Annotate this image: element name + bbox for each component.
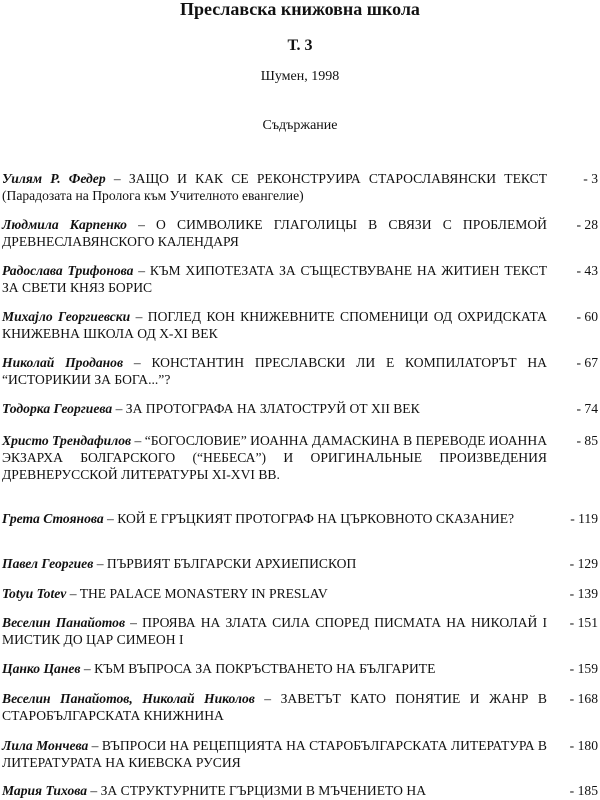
toc-separator: – — [254, 691, 281, 706]
toc-author: Totyu Totev — [2, 586, 67, 601]
toc-title: ЗАЩО И КАК СЕ РЕКОНСТРУИРА СТАРОСЛАВЯНСКИ ТЕКСТ (Парадозата на Пролога към Учителното евангелие) — [2, 171, 548, 203]
toc-page-number: - 159 — [569, 661, 598, 676]
toc-entry-text — [2, 614, 547, 648]
toc-page-number: - 85 — [576, 433, 598, 448]
toc-author: Павел Георгиев — [2, 556, 94, 571]
toc-page-number: - 129 — [569, 556, 598, 571]
toc-entry-text — [2, 308, 547, 342]
toc-page-number: - 185 — [569, 783, 598, 798]
toc-entry — [0, 614, 600, 654]
toc-entry-text — [2, 262, 547, 296]
toc-page-number: - 151 — [569, 615, 598, 630]
toc-separator: – — [87, 783, 101, 798]
toc-page-number: - 119 — [570, 511, 598, 526]
toc-separator: – — [126, 217, 157, 232]
toc-entry-text — [2, 782, 547, 799]
toc-entry-text — [2, 555, 547, 572]
toc-title: КЪМ ХИПОТЕЗАТА ЗА СЪЩЕСТВУВАНЕ НА ЖИТИЕН ТЕКСТ ЗА СВЕТИ КНЯЗ БОРИС — [2, 263, 548, 295]
toc-entry-text — [2, 400, 547, 417]
place-year: Шумен, 1998 — [260, 69, 340, 84]
toc-page-number: - 168 — [569, 691, 598, 706]
toc-page-number: - 28 — [576, 217, 598, 232]
toc-author: Грета Стоянова — [2, 511, 104, 526]
toc-title: “БОГОСЛОВИЕ” ИОАННА ДАМАСКИНА В ПЕРЕВОДЕ ИОАННА ЭКЗАРХА БОЛГАРСКОГО (“НЕБЕСА”) И ОРИГИНАЛЬНЫЕ ПРОИЗВЕДЕНИЯ ДРЕВНЕРУССКОЙ ЛИТЕРАТУРЫ XI-XVI ВВ. — [2, 433, 548, 482]
toc-page-number: - 74 — [576, 401, 598, 416]
toc-separator: – — [80, 661, 95, 676]
toc-entry-text — [2, 737, 547, 771]
toc-separator: – — [88, 738, 102, 753]
collection-title: Преславска книжовна школа — [180, 0, 420, 19]
toc-page-number: - 3 — [583, 171, 598, 186]
toc-author: Веселин Панайотов, Николай Николов — [2, 691, 255, 706]
toc-title: ЗА СТРУКТУРНИТЕ ГЪРЦИЗМИ В МЪЧЕНИЕТО НА — [100, 783, 427, 798]
toc-entry-text — [2, 354, 547, 388]
toc-entry — [0, 510, 600, 550]
toc-separator: – — [131, 433, 145, 448]
toc-entry — [0, 432, 600, 482]
toc-title: ЗАВЕТЪТ КАТО ПОНЯТИЕ И ЖАНР В СТАРОБЪЛГАРСКАТА КНИЖНИНА — [2, 691, 547, 723]
toc-author: Тодорка Георгиева — [2, 401, 113, 416]
toc-entry-text — [2, 690, 547, 724]
toc-title: ПРОЯВА НА ЗЛАТА СИЛА СПОРЕД ПИСМАТА НА НИКОЛАЙ I МИСТИК ДО ЦАР СИМЕОН I — [2, 615, 547, 647]
toc-author: Лила Мончева — [2, 738, 89, 753]
toc-author: Цанко Цанев — [2, 661, 81, 676]
toc-page-number: - 67 — [576, 355, 598, 370]
toc-page-number: - 60 — [576, 309, 598, 324]
toc-entry — [0, 690, 600, 730]
toc-title: ЗА ПРОТОГРАФА НА ЗЛАТОСТРУЙ ОТ XII ВЕК — [125, 401, 420, 416]
toc-author: Радослава Трифонова — [2, 263, 134, 278]
toc-entry-text — [2, 170, 547, 204]
toc-author: Христо Трендафилов — [2, 433, 132, 448]
toc-title: ВЪПРОСИ НА РЕЦЕПЦИЯТА НА СТАРОБЪЛГАРСКАТА ЛИТЕРАТУРА В ЛИТЕРАТУРАТА НА КИЕВСКА РУСИЯ — [2, 738, 547, 770]
toc-title: О СИМВОЛИКЕ ГЛАГОЛИЦЫ В СВЯЗИ С ПРОБЛЕМОЙ ДРЕВНЕСЛАВЯНСКОГО КАЛЕНДАРЯ — [2, 217, 547, 249]
toc-entry-text — [2, 585, 547, 602]
toc-separator: – — [133, 263, 150, 278]
toc-separator: – — [130, 309, 148, 324]
toc-entry — [0, 782, 600, 800]
toc-separator: – — [112, 401, 126, 416]
toc-separator: – — [103, 511, 118, 526]
toc-separator: – — [93, 556, 107, 571]
toc-entry — [0, 216, 600, 256]
toc-entry-text — [2, 660, 547, 677]
toc-entry — [0, 737, 600, 777]
toc-separator: – — [123, 355, 152, 370]
contents-heading: Съдържание — [262, 118, 338, 133]
toc-author: Николай Проданов — [2, 355, 124, 370]
toc-entry — [0, 262, 600, 302]
toc-author: Людмила Карпенко — [2, 217, 127, 232]
toc-separator: – — [125, 615, 143, 630]
toc-author: Михајло Георгиевски — [2, 309, 131, 324]
toc-page-number: - 43 — [576, 263, 598, 278]
toc-entry-text — [2, 216, 547, 250]
toc-author: Веселин Панайотов — [2, 615, 126, 630]
toc-title: КОНСТАНТИН ПРЕСЛАВСКИ ЛИ Е КОМПИЛАТОРЪТ НА “ИСТОРИКИИ ЗА БОГА...”? — [2, 355, 547, 387]
toc-separator: – — [66, 586, 80, 601]
toc-title: КОЙ Е ГРЪЦКИЯТ ПРОТОГРАФ НА ЦЪРКОВНОТО СКАЗАНИЕ? — [117, 511, 515, 526]
toc-entry-text — [2, 432, 547, 483]
toc-title: THE PALACE MONASTERY IN PRESLAV — [79, 586, 328, 601]
toc-title: ПЪРВИЯТ БЪЛГАРСКИ АРХИЕПИСКОП — [106, 556, 357, 571]
volume-label: Т. 3 — [287, 37, 313, 54]
toc-entry — [0, 308, 600, 348]
toc-entry — [0, 170, 600, 210]
toc-entry-text — [2, 510, 547, 527]
toc-page-number: - 139 — [569, 586, 598, 601]
toc-entry — [0, 354, 600, 394]
toc-author: Мария Тихова — [2, 783, 88, 798]
toc-separator: – — [105, 171, 129, 186]
toc-title: КЪМ ВЪПРОСА ЗА ПОКРЪСТВАНЕТО НА БЪЛГАРИТЕ — [94, 661, 436, 676]
toc-author: Уилям Р. Федер — [2, 171, 106, 186]
toc-page-number: - 180 — [569, 738, 598, 753]
toc-title: ПОГЛЕД КОН КНИЖЕВНИТЕ СПОМЕНИЦИ ОД ОХРИДСКАТА КНИЖЕВНА ШКОЛА ОД X-XI ВЕК — [2, 309, 547, 341]
